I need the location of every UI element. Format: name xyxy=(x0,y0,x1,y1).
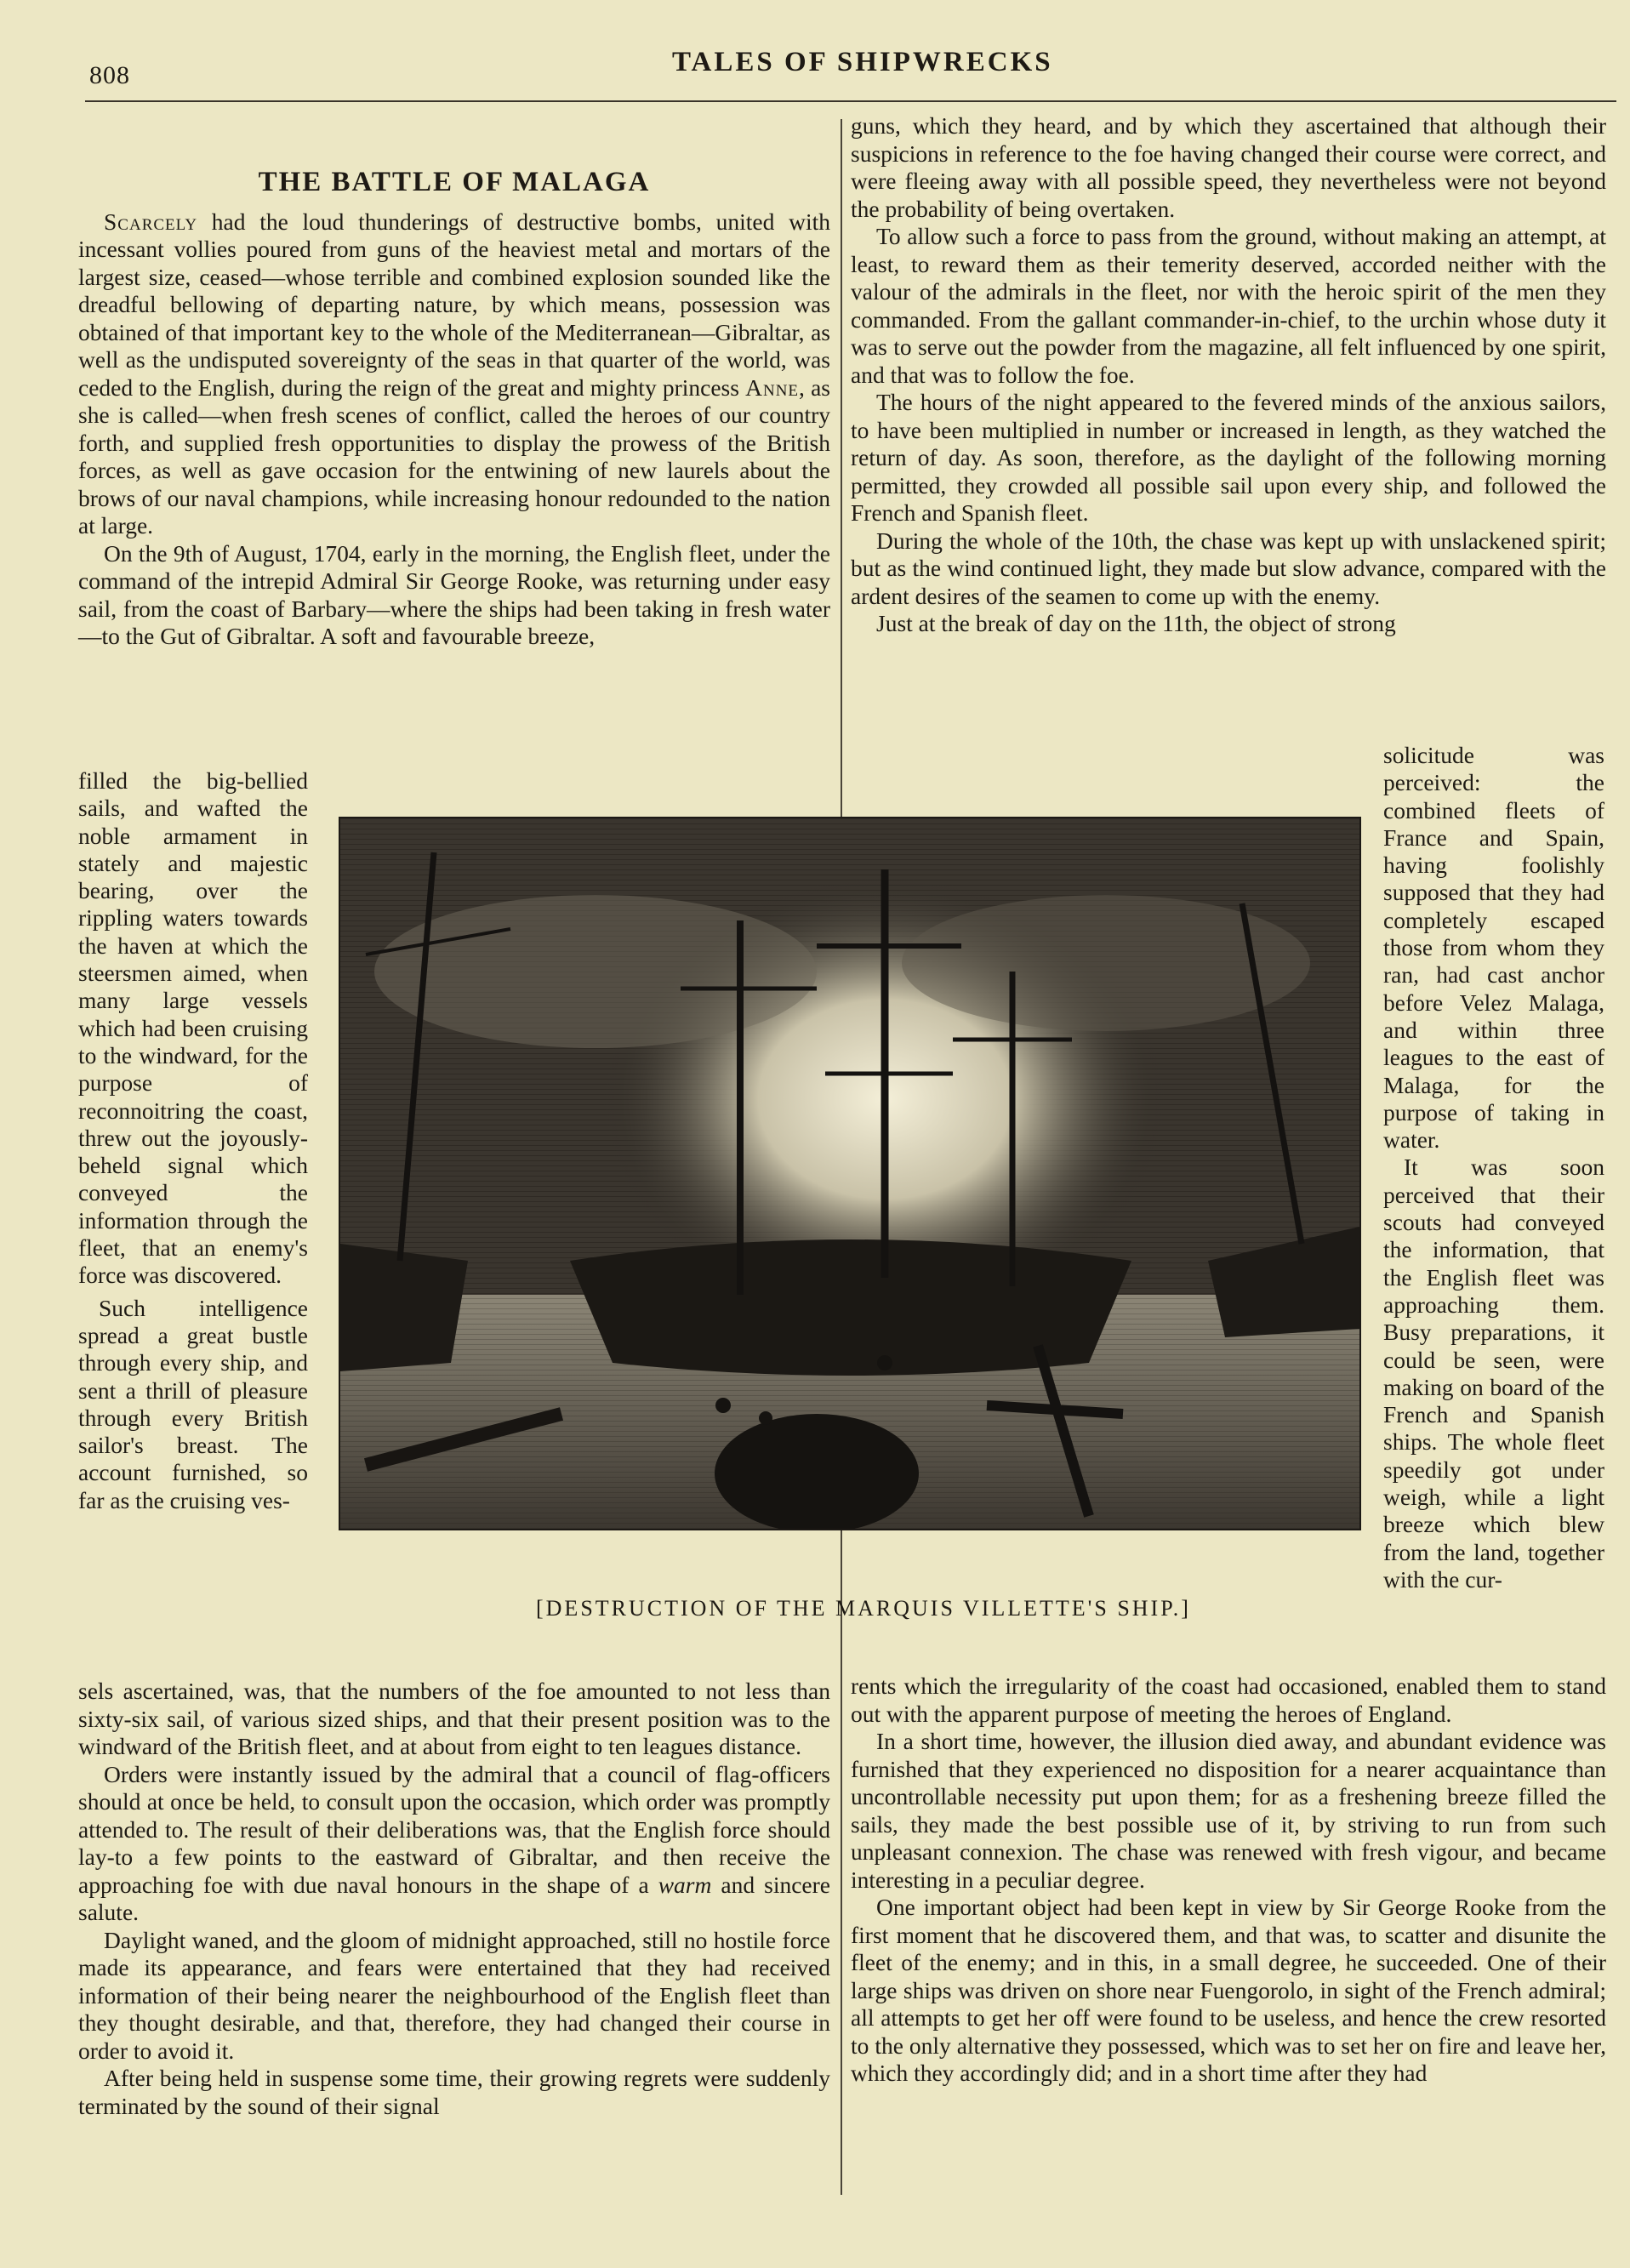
right-column-bottom xyxy=(851,1673,1606,2088)
left-narrow-column xyxy=(78,767,308,1514)
paragraph: It was soon perceived that their scouts had conveyed the information, that the English fleet was approaching them. Busy preparations, it could be seen, were making on board of the French and Spanish ships. The whole fleet speedily got under weigh, while a light breeze which blew from the land, together with the cur- xyxy=(1383,1154,1604,1593)
engraving-illustration xyxy=(339,817,1361,1530)
paragraph: During the whole of the 10th, the chase was kept up with unslackened spirit; but as the wind continued light, they made but slow advance, compared with the ardent desires of the seamen to come up with the enemy. xyxy=(851,527,1606,609)
text-run-italic: warm xyxy=(658,1871,712,1898)
paragraph: sels ascertained, was, that the numbers of the foe amounted to not less than sixty-six sail, of various sized ships, and that their present position was to the windward of the British fleet, and at about from eight to ten leagues distance. xyxy=(78,1678,830,1759)
paragraph: The hours of the night appeared to the fevered minds of the anxious sailors, to have been multiplied in number or increased in length, as they watched the return of day. As soon, therefore, as the daylight of the following morning permitted, they crowded all possible sail upon every ship, and followed the French and Spanish fleet. xyxy=(851,389,1606,526)
page-number: 808 xyxy=(89,61,130,89)
text-run: and sincere salute. xyxy=(78,1871,830,1925)
paragraph: To allow such a force to pass from the ground, without making an attempt, at least, to reward them as their temerity deserved, accorded neither with the valour of the admirals in the fleet, nor with the heroic spirit of the men they commanded. From the gallant commander-in-chief, to the urchin whose duty it was to serve out the powder from the magazine, all felt influenced by one spirit, and that was to follow the foe. xyxy=(851,223,1606,388)
paragraph: filled the big-bellied sails, and wafted the noble armament in stately and majestic bearing, over the rippling waters towards the haven at which the steersmen aimed, when many large vessels which had been cruising to the windward, for the purpose of reconnoitring the coast, threw out the joyously-beheld signal which conveyed the information through the fleet, that an enemy's force was discovered. xyxy=(78,767,308,1289)
paragraph: On the 9th of August, 1704, early in the morning, the English fleet, under the command of the intrepid Admiral Sir George Rooke, was returning under easy sail, from the coast of Barbary—where the ships had been taking in fresh water—to the Gut of Gibraltar. A soft and favourable breeze, xyxy=(78,539,830,649)
running-title: TALES OF SHIPWRECKS xyxy=(672,47,1053,77)
article-title: THE BATTLE OF MALAGA xyxy=(258,167,651,197)
paragraph: Daylight waned, and the gloom of midnight approached, still no hostile force made its appearance, and fears were entertained that they had received information of their being nearer the neighbourhood of the English fleet than they thought desirable, and that, therefore, they had changed their course in order to avoid it. xyxy=(78,1926,830,2064)
text-run: Orders were instantly issued by the admiral that a council of flag-officers should at once be held, to consult upon the occasion, which order was promptly attended to. The result of their deliberations was, that the English force should lay-to a few points to the eastward of Gibraltar, and then receive the approaching foe with due naval honours in the shape of a xyxy=(78,1760,830,1898)
paragraph xyxy=(78,208,830,540)
paragraph: guns, which they heard, and by which they ascertained that although their suspicions in reference to the foe having changed their course were correct, and were fleeing away with all possible speed, they nevertheless were not beyond the probability of being overtaken. xyxy=(851,112,1606,222)
left-column-top xyxy=(78,128,830,651)
text-run: had the loud thunderings of destructive bombs, united with incessant vollies poured from guns of the heaviest metal and mortars of the largest size, ceased—whose terrible and combined explosion sounded like the dreadful bellowing of departing nature, by which means, possession was obtained of that important key to the whole of the Mediterranean—Gibraltar, as well as the undisputed sovereignty of the seas in that quarter of the world, was ceded to the English, during the reign of the great and mighty princess xyxy=(78,208,830,401)
paragraph: rents which the irregularity of the coast had occasioned, enabled them to stand out with the apparent purpose of meeting the heroes of England. xyxy=(851,1673,1606,1727)
drop-word: Scarcely xyxy=(104,208,198,235)
paragraph: solicitude was perceived: the combined fleets of France and Spain, having foolishly supposed that they had completely escaped those from whom they ran, had cast anchor before Velez Malaga, and within three leagues to the east of Malaga, for the purpose of taking in water. xyxy=(1383,742,1604,1154)
paragraph: In a short time, however, the illusion died away, and abundant evidence was furnished that they experienced no disposition for a nearer acquaintance than uncontrollable necessity put upon them; for as a freshening breeze filled the sails, they made the best possible use of it, by striving to run from such unpleasant connexion. The chase was renewed with fresh vigour, and became interesting in a peculiar degree. xyxy=(851,1728,1606,1893)
paragraph: Just at the break of day on the 11th, the object of strong xyxy=(876,610,1396,636)
burning-ship-engraving xyxy=(340,818,1359,1529)
left-column-bottom xyxy=(78,1678,830,2120)
paragraph xyxy=(78,1761,830,1927)
illustration-caption: [DESTRUCTION OF THE MARQUIS VILLETTE'S SHIP.] xyxy=(536,1596,1191,1621)
text-run: , as she is called—when fresh scenes of conflict, called the heroes of our country forth, and supplied fresh opportunities to display the prowess of the British forces, as well as gave occasion for the entwining of new laurels about the brows of our naval champions, while increasing honour redounded to the nation at large. xyxy=(78,373,830,539)
paragraph: One important object had been kept in view by Sir George Rooke from the first moment that he discovered them, and that was, to scatter and disunite the fleet of the enemy; and in this, in a small degree, he succeeded. One of their large ships was driven on shore near Fuengorolo, in sight of the French admiral; all attempts to get her off were found to be useless, and hence the crew resorted to the only alternative they possessed, which was to set her on fire and leave her, which they accordingly did; and in a short time after they had xyxy=(851,1894,1606,2086)
paragraph: Such intelligence spread a great bustle through every ship, and sent a thrill of pleasure through every British sailor's breast. The account furnished, so far as the cruising ves- xyxy=(78,1294,308,1513)
header-rule xyxy=(85,100,1616,102)
paragraph: After being held in suspense some time, their growing regrets were suddenly terminated by the sound of their signal xyxy=(78,2065,830,2119)
right-column-top xyxy=(851,112,1606,638)
text-run-anne: Anne xyxy=(745,373,800,401)
right-narrow-column xyxy=(1383,742,1604,1593)
ship-hull xyxy=(570,1239,1131,1376)
